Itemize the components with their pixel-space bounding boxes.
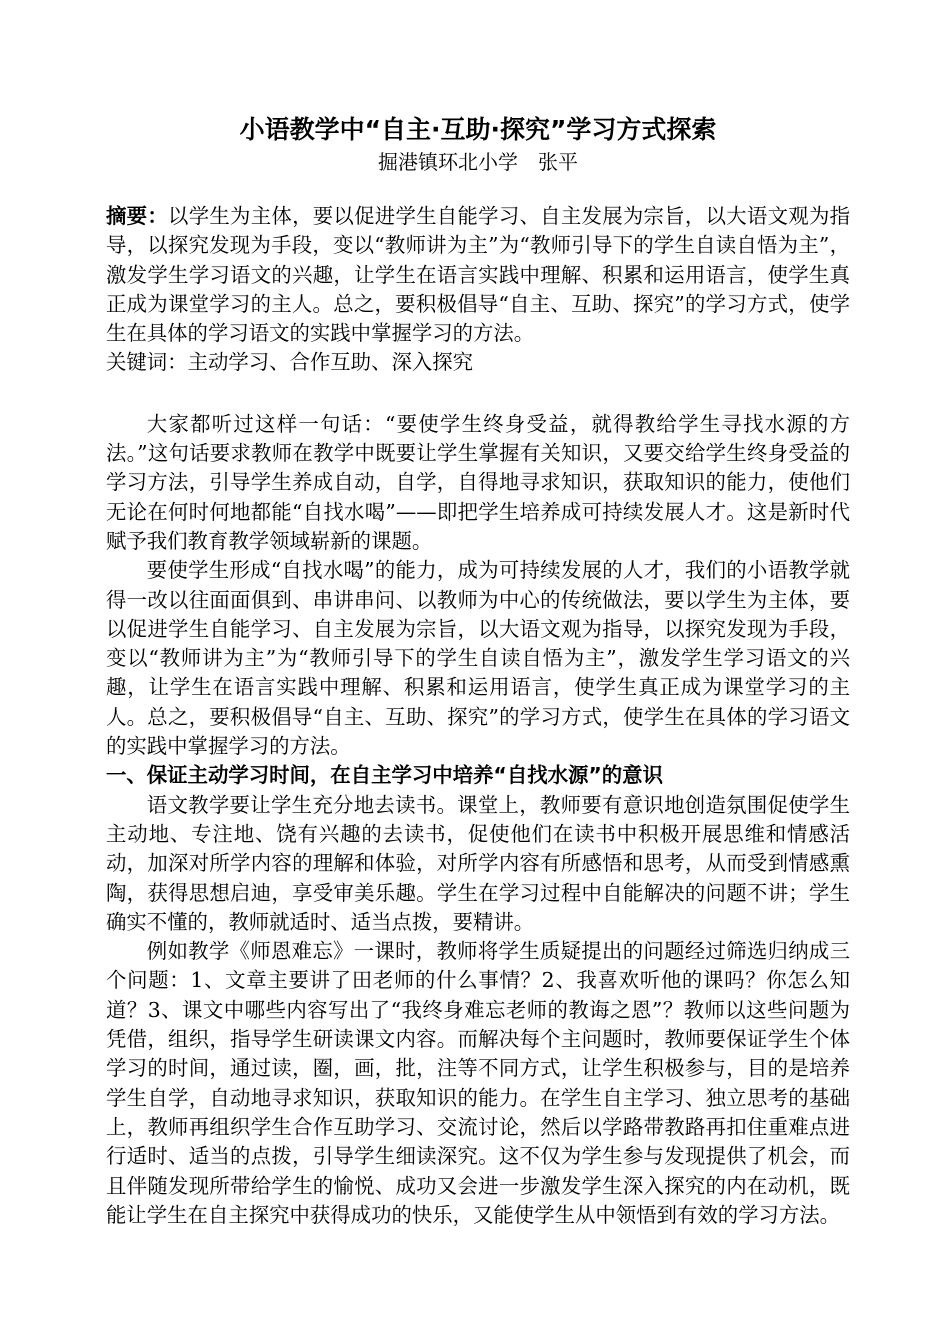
keywords-text: 主动学习、合作互助、深入探究 <box>187 350 474 375</box>
intro-paragraph-1: 大家都听过这样一句话：“要使学生终身受益，就得教给学生寻找水源的方法。”这句话要求教师在教学中既要让学生掌握有关知识，又要交给学生终身受益的学习方法，引导学生养成自动，自学，自得地寻求知识，获取知识的能力，使他们无论在何时何地都能“自找水喝”——即把学生培养成可持续发展人才。这是新时代赋予我们教育教学领域崭新的课题。 <box>106 411 850 553</box>
section-1-heading: 一、保证主动学习时间，在自主学习中培养“自找水源”的意识 <box>106 763 663 788</box>
document-page <box>106 112 850 1230</box>
keywords <box>106 348 850 377</box>
document-title: 小语教学中“自主·互助·探究”学习方式探索 <box>239 115 717 144</box>
author-line: 掘港镇环北小学 张平 <box>378 150 578 174</box>
abstract-label: 摘要： <box>106 204 169 228</box>
section-1-paragraph-1: 语文教学要让学生充分地去读书。课堂上，教师要有意识地创造氛围促使学生主动地、专注地、饶有兴趣的去读书，促使他们在读书中积极开展思维和情感活动，加深对所学内容的理解和体验，对所学内容有所感悟和思考，从而受到情感熏陶，获得思想启迪，享受审美乐趣。学生在学习过程中自能解决的问题不讲；学生确实不懂的，教师就适时、适当点拨，要精讲。 <box>106 792 850 934</box>
abstract-text: 以学生为主体，要以促进学生自能学习、自主发展为宗旨，以大语文观为指导，以探究发现为手段，变以“教师讲为主”为“教师引导下的学生自读自悟为主”，激发学生学习语文的兴趣，让学生在语言实践中理解、积累和运用语言，使学生真正成为课堂学习的主人。总之，要积极倡导“自主、互助、探究”的学习方式，使学生在具体的学习语文的实践中掌握学习的方法。 <box>106 204 851 346</box>
abstract <box>106 202 850 348</box>
section-1-paragraph-2: 例如教学《师恩难忘》一课时，教师将学生质疑提出的问题经过筛选归纳成三个问题：1、文章主要讲了田老师的什么事情？2、我喜欢听他的课吗？你怎么知道？3、课文中哪些内容写出了“我终身难忘老师的教诲之恩”？教师以这些问题为凭借，组织，指导学生研读课文内容。而解决每个主问题时，教师要保证学生个体学习的时间，通过读，圈，画，批，注等不同方式，让学生积极参与，目的是培养学生自学，自动地寻求知识，获取知识的能力。在学生自主学习、独立思考的基础上，教师再组织学生合作互助学习、交流讨论，然后以学路带教路再扣住重难点进行适时、适当的点拨，引导学生细读深究。这不仅为学生参与发现提供了机会，而且伴随发现所带给学生的愉悦、成功又会进一步激发学生深入探究的内在动机，既能让学生在自主探究中获得成功的快乐，又能使学生从中领悟到有效的学习方法。 <box>106 939 850 1227</box>
intro-paragraph-2: 要使学生形成“自找水喝”的能力，成为可持续发展的人才，我们的小语教学就得一改以往面面俱到、串讲串问、以教师为中心的传统做法，要以学生为主体，要以促进学生自能学习、自主发展为宗旨，以大语文观为指导，以探究发现为手段，变以“教师讲为主”为“教师引导下的学生自读自悟为主”，激发学生学习语文的兴趣，让学生在语言实践中理解、积累和运用语言，使学生真正成为课堂学习的主人。总之，要积极倡导“自主、互助、探究”的学习方式，使学生在具体的学习语文的实践中掌握学习的方法。 <box>106 558 850 759</box>
spacer <box>106 378 850 410</box>
keywords-label: 关键词： <box>106 350 188 375</box>
